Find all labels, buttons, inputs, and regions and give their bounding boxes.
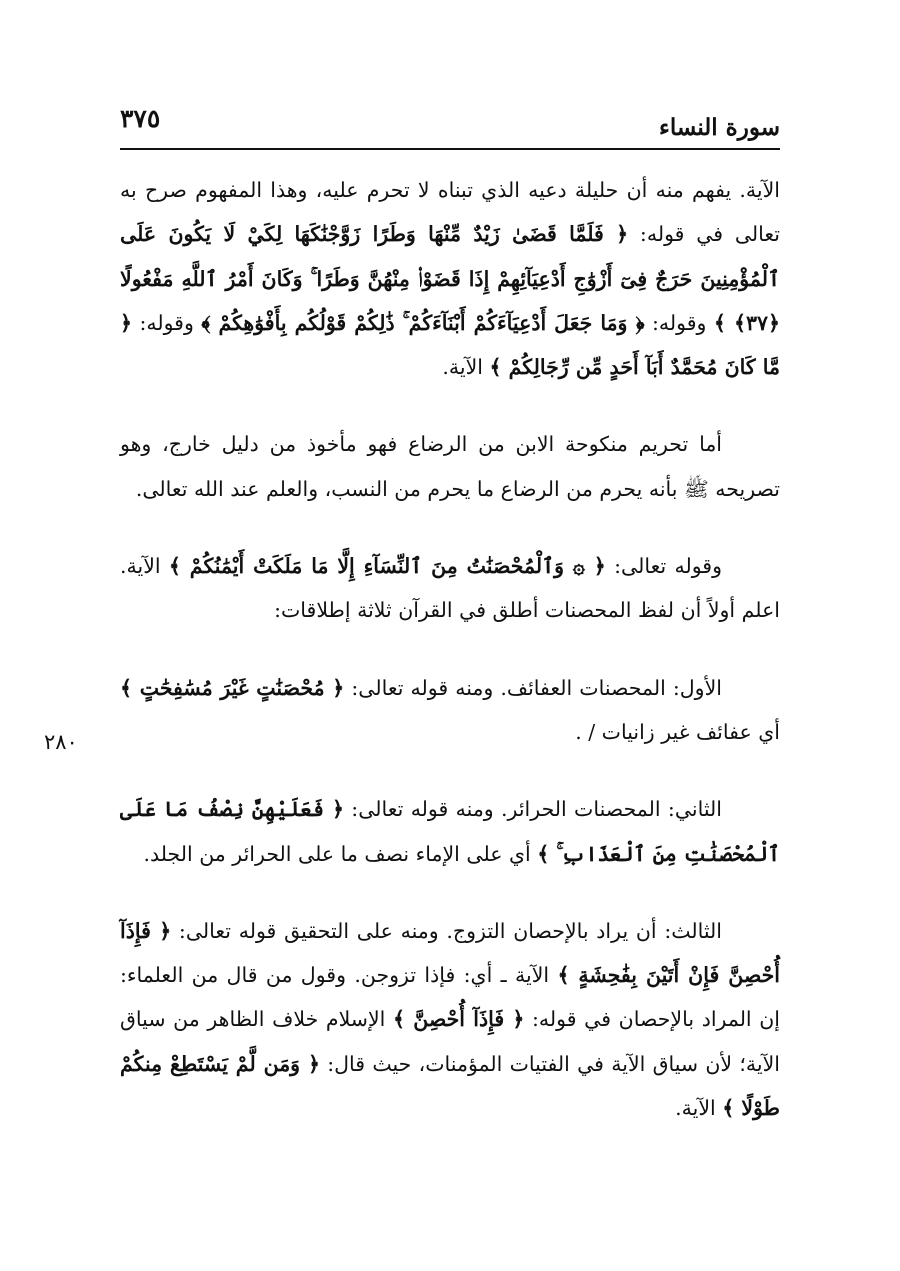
- text-segment: وقوله تعالى:: [605, 554, 722, 579]
- paragraph-2: [120, 422, 780, 511]
- quran-verse: ﴿ فَعَلَيْهِنَّ نِصْفُ مَا عَلَى ٱلْمُحْصَنَٰتِ مِنَ ٱلْعَذَابِ ۚ ﴾: [120, 797, 780, 866]
- quran-verse: ﴿ فَلَمَّا قَضَىٰ زَيْدٌ مِّنْهَا وَطَرًا زَوَّجْنَٰكَهَا لِكَيْ لَا يَكُونَ عَلَى ٱلْمُؤْمِنِينَ حَرَجٌ فِىٓ أَزْوَٰجِ أَدْعِيَآئِهِمْ إِذَا قَضَوْا۟ مِنْهُنَّ وَطَرًا ۚ وَكَانَ أَمْرُ ٱللَّهِ مَفْعُولًا ﴿٣٧﴾ ﴾: [120, 222, 781, 335]
- quran-verse: ﴿ فَإِذَآ أُحْصِنَّ فَإِنْ أَتَيْنَ بِفَٰحِشَةٍ ﴾: [120, 918, 780, 988]
- page-body: [120, 168, 780, 1130]
- paragraph-3: [120, 544, 780, 633]
- text-segment: الأول: المحصنات العفائف. ومنه قوله تعالى:: [344, 675, 722, 700]
- text-segment: الآية.: [675, 1096, 723, 1121]
- margin-page-reference: ٢٨٠: [44, 730, 78, 754]
- text-segment: الآية.: [442, 355, 490, 380]
- quran-verse: ﴿ مُحْصَنَٰتٍ غَيْرَ مُسَٰفِحَٰتٍ ﴾: [120, 675, 345, 700]
- paragraph-5: [120, 787, 780, 876]
- text-segment: الإسلام خلاف الظاهر من سياق الآية؛ لأن سياق الآية في الفتيات المؤمنات، حيث قال:: [120, 1007, 780, 1076]
- text-segment: الثاني: المحصنات الحرائر. ومنه قوله تعالى:: [343, 797, 722, 822]
- paragraph-1: [120, 168, 780, 389]
- text-segment: أما تحريم منكوحة الابن من الرضاع فهو مأخوذ من دليل خارج، وهو تصريحه ﷺ بأنه يحرم من الرضاع ما يحرم من النسب، والعلم عند الله تعالى.: [120, 432, 780, 501]
- text-segment: وقوله:: [132, 310, 202, 335]
- text-segment: الآية ـ أي: فإذا تزوجن. وقول من قال من العلماء: إن المراد بالإحصان في قوله:: [120, 963, 781, 1032]
- text-segment: وقوله:: [644, 310, 714, 335]
- surah-title: سورة النساء: [659, 114, 780, 141]
- paragraph-6: [120, 909, 780, 1130]
- text-segment: الآية. اعلم أولاً أن لفظ المحصنات أطلق في القرآن ثلاثة إطلاقات:: [120, 554, 780, 623]
- text-segment: الثالث: أن يراد بالإحصان التزوج. ومنه على التحقيق قوله تعالى:: [171, 918, 722, 943]
- text-segment: الآية. يفهم منه أن حليلة دعيه الذي تبناه لا تحرم عليه، وهذا المفهوم صرح به تعالى في قوله:: [120, 178, 780, 247]
- quran-verse: ﴿ مَّا كَانَ مُحَمَّدٌ أَبَآ أَحَدٍ مِّن رِّجَالِكُمْ ﴾: [120, 310, 780, 380]
- paragraph-4: [120, 666, 780, 755]
- quran-verse: ﴿ فَإِذَآ أُحْصِنَّ ﴾: [393, 1007, 525, 1032]
- text-segment: أي عفائف غير زانيات / .: [575, 719, 780, 744]
- page-header: [120, 100, 780, 150]
- text-segment: أي على الإماء نصف ما على الحرائر من الجلد.: [143, 841, 538, 866]
- quran-verse: ﴿ ۞ وَٱلْمُحْصَنَٰتُ مِنَ ٱلنِّسَآءِ إِلَّا مَا مَلَكَتْ أَيْمَٰنُكُمْ ﴾: [168, 554, 606, 579]
- quran-verse: ﴿ وَمَا جَعَلَ أَدْعِيَآءَكُمْ أَبْنَآءَكُمْ ۚ ذَٰلِكُمْ قَوْلُكُم بِأَفْوَٰهِكُمْ ﴾: [201, 310, 645, 335]
- quran-verse: ﴿ وَمَن لَّمْ يَسْتَطِعْ مِنكُمْ طَوْلًا ﴾: [120, 1051, 780, 1121]
- page-number: ٣٧٥: [120, 104, 161, 133]
